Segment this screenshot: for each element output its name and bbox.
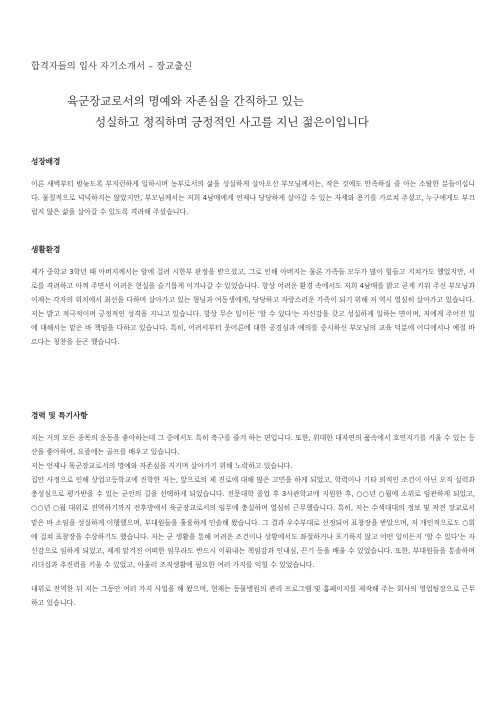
paragraph: 저는 언제나 육군장교로서의 명예와 자존심을 지키며 살아가기 위해 노력하고 있습니다. — [31, 462, 293, 471]
paragraph: 제가 중학교 3학년 때 아버지께서는 암에 걸려 시한부 판정을 받으셨고, 그로 인해 아버지는 물론 가족들 모두가 많이 힘들고 지쳐가도 했었지만, 서로를 격려하고 아껴 주면서 어려운 현실을 슬기롭게 이겨나갈 수 있었습니다. 항상 어려운 환경 속에서도 저희 4남매를 밝고 곧게 키워 주신 부모님과 이제는 각자의 위치에서 최선을 다하며 살아가고 있는 형님과 여동생에게, 당당하고 자랑스러운 가족이 되기 위해 저 역시 열심히 살아가고 있습니다. — [31, 268, 475, 305]
section-heading: 성장배경 — [31, 157, 61, 166]
title-line-2: 성실하고 정직하며 긍정적인 사고를 지닌 젊은이입니다 — [95, 115, 369, 129]
document-header: 합격자들의 입사 자기소개서 – 장교출신 — [31, 62, 193, 72]
paragraph: 저는 밝고 적극적이며 긍정적인 성격을 지니고 있습니다. 항상 무슨 일이든 '할 수 있다'는 자신감을 갖고 성실하게 일하는 면이며, 저에게 주어진 일에 대해서는 맡은 바 책임을 다하고 있습니다. 특히, 어려서부터 웃어른에 대한 공경심과 예의를 중시하신 부모님의 교육 덕분에 어디에서나 예절 바르다는 칭찬을 듣곤 했습니다. — [31, 310, 475, 347]
paragraph: 집안 사정으로 인해 상업고등학교에 진학한 저는, 앞으로의 제 진로에 대해 많은 고민을 하게 되었고, 학력이나 기타 외적인 조건이 아닌 오직 실력과 충성심으로 평가받을 수 있는 군인의 길을 선택하게 되었습니다. 전문대학 졸업 후 3사관학교에 지원한 후, ○○년 ○월에 소위로 임관하게 되었고, ○○년 ○월 대위로 전역하기까지 전후방에서 육군장교로서의 임무에 충실하며 열심히 근무했습니다. 특히, 저는 수색대대의 정보 및 작전 장교로서 맡은 바 소임을 성실하게 이행했으며, 부대원들을 훌륭하게 인솔해 왔습니다. 그 결과 우수부대로 선정되어 표창장을 받았으며, 저 개인적으로도 ○회에 걸쳐 표창장을 수상하기도 했습니다. 저는 군 생활을 통해 어려운 조건이나 상황에서도 좌절하거나 포기하지 않고 어떤 일이든지 '할 수 있다'는 자신감으로 임하게 되었고, 제게 맡겨진 어떠한 임무라도 반드시 이뤄내는 책임감과 인내심, 끈기 등을 배울 수 있었습니다. 또한, 부대원들을 통솔하며 리더십과 추진력을 키울 수 있었고, 아울러 조직생활에 필요한 여러 가지를 익힐 수 있었습니다. — [31, 476, 476, 569]
section-heading: 경력 및 특기사항 — [31, 411, 88, 420]
section-growth-background — [31, 156, 475, 219]
paragraph: 이른 새벽부터 밤늦도록 부지런하게 일하시며 농부로서의 삶을 성실하게 살아오신 부모님께서는, 작은 것에도 만족하실 줄 아는 소탈한 분들이십니다. 물질적으로 넉넉하지는 않았지만, 부모님께서는 저희 4남매에게 언제나 당당하게 살아갈 수 있는 자세와 용기를 가르쳐 주셨고, 누구에게도 부끄럽지 않은 삶을 살아갈 수 있도록 격려해 주셨습니다. — [31, 180, 475, 217]
paragraph: 저는 거의 모든 종목의 운동을 좋아하는데 그 중에서도 특히 축구를 즐겨 하는 편입니다. 또한, 위대한 대자연의 품속에서 호연지기를 키울 수 있는 등산을 좋아하며, 요즘에는 골프를 배우고 있습니다. — [31, 434, 475, 457]
title-line-1: 육군장교로서의 명예와 자존심을 간직하고 있는 — [67, 94, 304, 108]
section-career-and-specialties — [31, 410, 475, 610]
document-title — [0, 91, 504, 133]
section-living-environment — [31, 244, 475, 350]
paragraph: 대위로 전역한 뒤 저는 그동안 여러 가지 사업을 해 왔으며, 현재는 동물병원의 관리 프로그램 및 홈페이지를 제작해 주는 회사의 영업팀장으로 근무하고 있습니다. — [31, 584, 475, 608]
section-heading: 생활환경 — [31, 245, 61, 254]
